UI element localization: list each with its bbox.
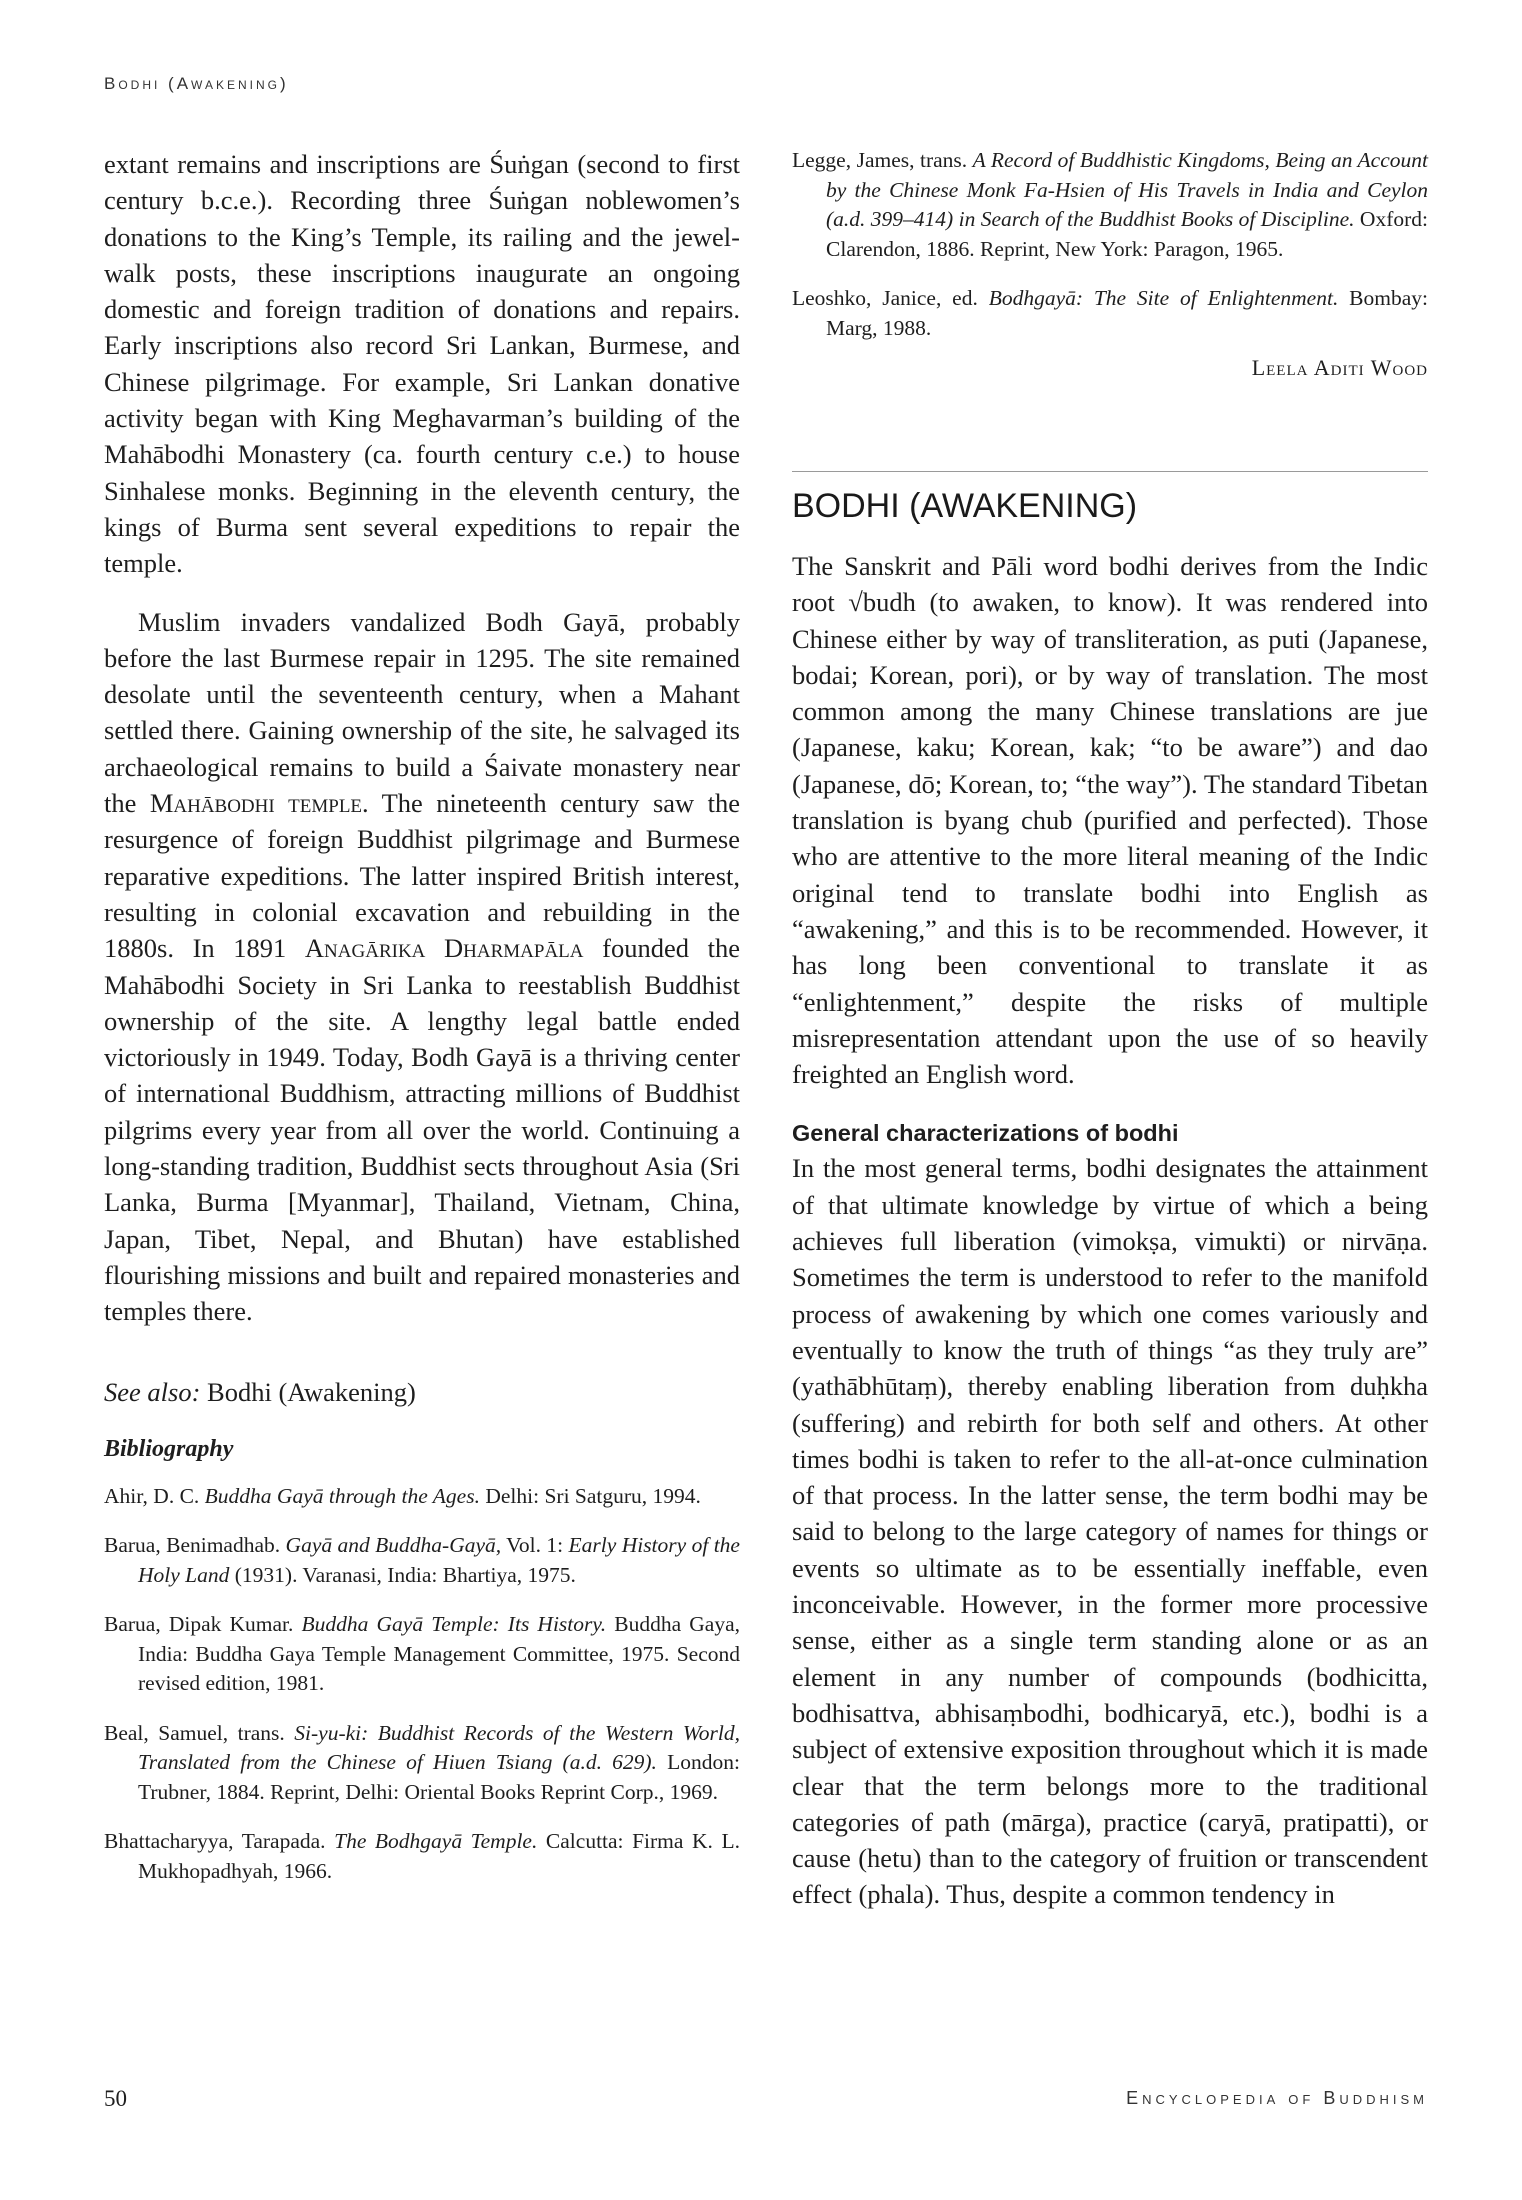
bib-author: Barua, Dipak Kumar.: [104, 1612, 302, 1636]
right-column: [792, 146, 1428, 1913]
bibliography-entry: [104, 1719, 740, 1808]
bib-author: Barua, Benimadhab.: [104, 1533, 286, 1557]
left-column: [104, 146, 740, 1906]
bib-author: Bhattacharyya, Tarapada.: [104, 1829, 335, 1853]
see-also-line: [104, 1374, 740, 1410]
left-paragraph-2: [104, 604, 740, 1330]
bibliography-list-left: [104, 1482, 740, 1887]
footer-book-title: Encyclopedia of Buddhism: [1126, 2088, 1428, 2108]
right-paragraph-1: The Sanskrit and Pāli word bodhi derives from the Indic root √budh (to awaken, to know). It was rendered into Chinese either by way of transliteration, as puti (Japanese, bodai; Korean, pori), or by way of translation. The most common among the many Chinese translations are jue (Japanese, kaku; Korean, kak; “to be aware”) and dao (Japanese, dō; Korean, to; “the way”). The standard Tibetan translation is byang chub (purified and perfected). Those who are attentive to the more literal meaning of the Indic original tend to translate bodhi into English as “awakening,” and this is to be recommended. However, it has long been conventional to translate it as “enlightenment,” despite the risks of multiple misrepresentation attendant upon the use of so heavily freighted an English word.: [792, 551, 1428, 1090]
bib-author: Leoshko, Janice, ed.: [792, 286, 989, 310]
bib-title: Gayā and Buddha-Gayā,: [285, 1533, 502, 1557]
cross-reference-link[interactable]: Mahābodhi temple: [149, 788, 363, 819]
bib-title: Buddha Gayā Temple: Its History.: [301, 1612, 607, 1636]
author-signature: Leela Aditi Wood: [1251, 355, 1428, 380]
bibliography-list-right: [792, 146, 1428, 343]
bib-author: Legge, James, trans.: [792, 148, 973, 172]
bib-publication: Buddha Gaya, India: Buddha Gaya Temple Management Committee, 1975. Second revised edition, 1981.: [138, 1612, 740, 1695]
page-number: 50: [104, 2086, 127, 2111]
subheading: General characterizations of bodhi: [792, 1120, 1179, 1147]
bib-title: A Record of Buddhistic Kingdoms, Being an Account by the Chinese Monk Fa-Hsien of His Travels in India and Ceylon (a.d. 399–414) in Search of the Buddhist Books of Discipline.: [826, 148, 1428, 231]
bib-author: Beal, Samuel, trans.: [104, 1720, 295, 1745]
bibliography-entry: [104, 1531, 740, 1590]
bib-author: Ahir, D. C.: [104, 1483, 205, 1508]
see-also-label: See also:: [104, 1376, 201, 1407]
bib-publication: Delhi: Sri Satguru, 1994.: [479, 1483, 701, 1508]
see-also-link[interactable]: Bodhi (Awakening): [207, 1376, 416, 1407]
bib-title: Buddha Gayā through the Ages.: [204, 1483, 480, 1508]
bib-publication: Oxford: Clarendon, 1886. Reprint, New York: Paragon, 1965.: [826, 207, 1428, 261]
bibliography-entry: [104, 1610, 740, 1699]
paragraph-text: . The nineteenth century saw the resurgence of foreign Buddhist pilgrimage and Burmese reparative expeditions. The latter inspired British interest, resulting in colonial excavation and rebuilding in the 1880s. In 1891: [104, 788, 740, 964]
bib-publication: Bombay: Marg, 1988.: [826, 286, 1428, 340]
left-paragraph-1: extant remains and inscriptions are Śuṅgan (second to first century b.c.e.). Recording three Śuṅgan noblewomen’s donations to the King’s Temple, its railing and the jewel-walk posts, these inscriptions inaugurate an ongoing domestic and foreign tradition of donations and repairs. Early inscriptions also record Sri Lankan, Burmese, and Chinese pilgrimage. For example, Sri Lankan donative activity began with King Meghavarman’s building of the Mahābodhi Monastery (ca. fourth century c.e.) to house Sinhalese monks. Beginning in the eleventh century, the kings of Burma sent several expeditions to repair the temple.: [104, 149, 740, 579]
bibliography-entry: [104, 1827, 740, 1886]
bib-publication: London: Trubner, 1884. Reprint, Delhi: Oriental Books Reprint Corp., 1969.: [138, 1750, 740, 1804]
bibliography-entry: [104, 1482, 740, 1512]
bib-publication: Calcutta: Firma K. L. Mukhopadhyah, 1966.: [138, 1829, 740, 1883]
entry-title: BODHI (AWAKENING): [792, 487, 1138, 525]
bibliography-heading: Bibliography: [104, 1435, 234, 1462]
bib-title: Si-yu-ki: Buddhist Records of the Western World, Translated from the Chinese of Hiuen Tsiang (a.d. 629).: [138, 1720, 740, 1774]
bibliography-entry: [792, 146, 1428, 264]
bib-subtitle: Early History of the Holy Land: [138, 1533, 740, 1587]
right-paragraph-2: In the most general terms, bodhi designates the attainment of that ultimate knowledge by virtue of which a being achieves full liberation (vimokṣa, vimukti) or nirvāṇa. Sometimes the term is understood to refer to the manifold process of awakening by which one comes variously and eventually to know the truth of things “as they truly are” (yathābhūtaṃ), thereby enabling liberation from duḥkha (suffering) and rebirth for both self and others. At other times bodhi is taken to refer to the all-at-once culmination of that process. In the latter sense, the term bodhi may be said to belong to the large category of names for things or events so ultimate as to be essentially ineffable, even inconceivable. However, in the former more processive sense, either as a single term standing alone or as an element in any number of compounds (bodhicitta, bodhisattva, abhisaṃbodhi, bodhicaryā, etc.), bodhi is a subject of extensive exposition throughout which it is made clear that the term belongs more to the traditional categories of path (mārga), practice (caryā, pratipatti), or cause (hetu) than to the category of fruition or transcendent effect (phala). Thus, despite a common tendency in: [792, 1153, 1428, 1910]
bib-publication: (1931). Varanasi, India: Bhartiya, 1975.: [229, 1562, 576, 1587]
bib-title: The Bodhgayā Temple.: [334, 1829, 538, 1853]
paragraph-text: Muslim invaders vandalized Bodh Gayā, probably before the last Burmese repair in 1295. The site remained desolate until the seventeenth century, when a Mahant settled there. Gaining ownership of the site, he salvaged its archaeological remains to build a Śaivate monastery near the: [104, 606, 740, 819]
bib-title: Bodhgayā: The Site of Enlightenment.: [988, 286, 1339, 310]
paragraph-text: founded the Mahābodhi Society in Sri Lanka to reestablish Buddhist ownership of the site. A lengthy legal battle ended victoriously in 1949. Today, Bodh Gayā is a thriving center of international Buddhism, attracting millions of Buddhist pilgrims every year from all over the world. Continuing a long-standing tradition, Buddhist sects throughout Asia (Sri Lanka, Burma [Myanmar], Thailand, Vietnam, China, Japan, Tibet, Nepal, and Bhutan) have established flourishing missions and built and repaired monasteries and temples there.: [104, 933, 740, 1327]
bib-publication: Vol. 1:: [501, 1533, 569, 1557]
bibliography-entry: [792, 284, 1428, 343]
running-head: Bodhi (Awakening): [104, 74, 289, 93]
cross-reference-link[interactable]: Anagārika Dharmapāla: [304, 933, 584, 964]
